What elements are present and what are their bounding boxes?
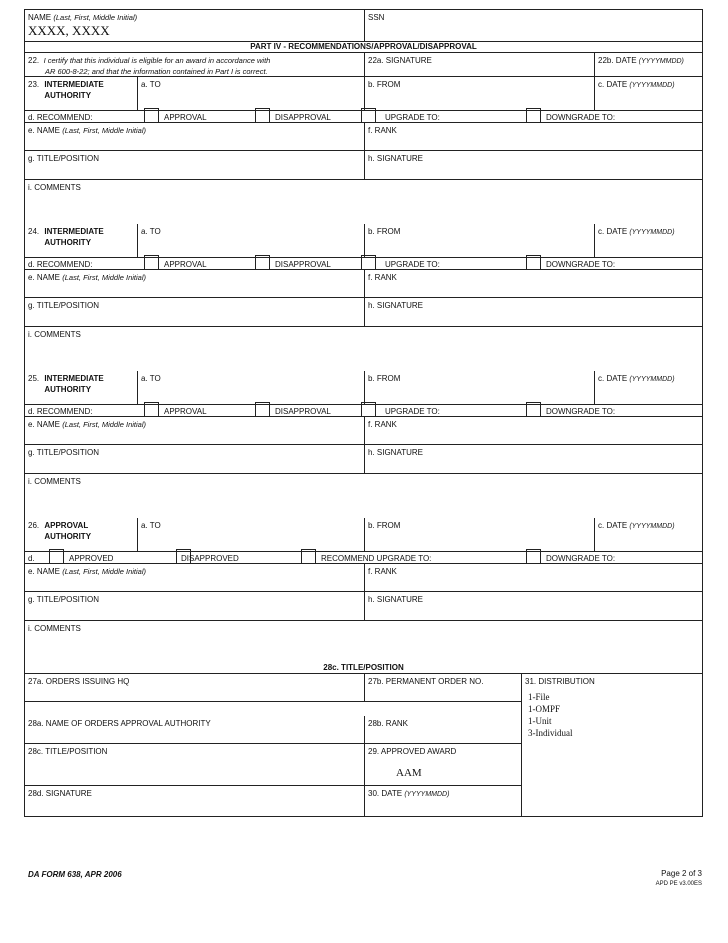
- checkbox-option-4[interactable]: [526, 255, 541, 270]
- name-ssn-row: [25, 10, 702, 42]
- authority-header-row: [25, 518, 702, 552]
- authority-title: 26. APPROVAL AUTHORITY: [28, 521, 92, 541]
- distribution-item: 1-Unit: [528, 716, 552, 726]
- checkbox-option-3[interactable]: [361, 402, 376, 417]
- signature-22a[interactable]: 22a. SIGNATURE: [364, 53, 594, 76]
- option-4-label: DOWNGRADE TO:: [546, 407, 616, 416]
- authority-block: [25, 371, 702, 518]
- comments-field[interactable]: i. COMMENTS: [28, 624, 81, 633]
- officer-name-field[interactable]: e. NAME (Last, First, Middle Initial): [28, 273, 147, 282]
- certify-statement: 22. I certify that this individual is eligible for an award in accordance with AR 600-8-22; and that the information contained in Part I is correct.: [28, 56, 271, 76]
- checkbox-option-4[interactable]: [526, 402, 541, 417]
- authority-header-row: [25, 371, 702, 405]
- option-2-label: DISAPPROVAL: [275, 260, 331, 269]
- rank-field[interactable]: f. RANK: [364, 564, 702, 591]
- comments-field[interactable]: i. COMMENTS: [28, 183, 81, 192]
- orders-signature-field[interactable]: 28d. SIGNATURE: [28, 789, 92, 798]
- title-position-field[interactable]: g. TITLE/POSITION: [28, 154, 99, 163]
- approved-award-field[interactable]: 29. APPROVED AWARD AAM: [364, 744, 521, 786]
- option-3-label: RECOMMEND UPGRADE TO:: [321, 554, 432, 563]
- option-4-label: DOWNGRADE TO:: [546, 113, 616, 122]
- checkbox-option-1[interactable]: [144, 108, 159, 123]
- form-version: APD PE v3.00ES: [655, 881, 702, 887]
- checkbox-option-1[interactable]: [144, 255, 159, 270]
- authority-block: [25, 224, 702, 371]
- checkbox-option-3[interactable]: [361, 108, 376, 123]
- authority-block: [25, 518, 702, 663]
- option-2-label: DISAPPROVAL: [275, 407, 331, 416]
- recommend-label: d. RECOMMEND:: [28, 113, 93, 122]
- distribution-item: 1-OMPF: [528, 704, 561, 714]
- checkbox-option-2[interactable]: [255, 402, 270, 417]
- checkbox-option-2[interactable]: [255, 108, 270, 123]
- page-number: Page 2 of 3: [661, 869, 702, 878]
- orders-data: [25, 674, 702, 816]
- authority-block: [25, 77, 702, 224]
- from-field[interactable]: b. FROM: [364, 371, 594, 404]
- officer-name-field[interactable]: e. NAME (Last, First, Middle Initial): [28, 567, 147, 576]
- checkbox-option-3[interactable]: [301, 549, 316, 564]
- part5-title: 28c. TITLE/POSITION: [25, 663, 702, 674]
- date-22b[interactable]: 22b. DATE (YYYYMMDD): [594, 53, 702, 76]
- signature-field[interactable]: h. SIGNATURE: [364, 151, 702, 179]
- form-id: DA FORM 638, APR 2006: [28, 870, 122, 879]
- distribution-item: 3-Individual: [528, 728, 573, 738]
- ssn-field[interactable]: SSN: [364, 10, 702, 41]
- comments-field[interactable]: i. COMMENTS: [28, 330, 81, 339]
- name-rank-row: [25, 564, 702, 592]
- option-1-label: APPROVAL: [164, 260, 207, 269]
- authority-title: 25. INTERMEDIATE AUTHORITY: [28, 374, 104, 394]
- option-1-label: APPROVED: [69, 554, 114, 563]
- to-field[interactable]: a. TO: [137, 224, 364, 257]
- orders-date-field[interactable]: 30. DATE (YYYYMMDD): [364, 786, 521, 816]
- date-field[interactable]: c. DATE (YYYYMMDD): [594, 518, 702, 551]
- checkbox-option-4[interactable]: [526, 549, 541, 564]
- to-field[interactable]: a. TO: [137, 77, 364, 110]
- title-signature-row: [25, 151, 702, 180]
- recommend-label: d. RECOMMEND:: [28, 407, 93, 416]
- award-form: [24, 9, 703, 817]
- checkbox-option-4[interactable]: [526, 108, 541, 123]
- checkbox-option-2[interactable]: [255, 255, 270, 270]
- title-position-field[interactable]: g. TITLE/POSITION: [28, 301, 99, 310]
- checkbox-option-1[interactable]: [144, 402, 159, 417]
- option-1-label: APPROVAL: [164, 113, 207, 122]
- option-3-label: UPGRADE TO:: [385, 113, 440, 122]
- distribution-list: [525, 691, 699, 739]
- from-field[interactable]: b. FROM: [364, 77, 594, 110]
- recommend-label: d. RECOMMEND:: [28, 260, 93, 269]
- authority-header-row: [25, 224, 702, 258]
- officer-name-field[interactable]: e. NAME (Last, First, Middle Initial): [28, 420, 147, 429]
- name-field[interactable]: NAME (Last, First, Middle Initial) XXXX, XXXX: [25, 10, 364, 41]
- recommend-row: [25, 405, 702, 417]
- date-field[interactable]: c. DATE (YYYYMMDD): [594, 371, 702, 404]
- option-3-label: UPGRADE TO:: [385, 407, 440, 416]
- signature-field[interactable]: h. SIGNATURE: [364, 298, 702, 326]
- rank-field[interactable]: f. RANK: [364, 417, 702, 444]
- title-signature-row: [25, 445, 702, 474]
- option-1-label: APPROVAL: [164, 407, 207, 416]
- orders-title-field[interactable]: 28c. TITLE/POSITION: [25, 744, 364, 786]
- name-rank-row: [25, 270, 702, 298]
- option-2-label: DISAPPROVAL: [275, 113, 331, 122]
- signature-field[interactable]: h. SIGNATURE: [364, 592, 702, 620]
- option-4-label: DOWNGRADE TO:: [546, 260, 616, 269]
- orders-rank-field[interactable]: 28b. RANK: [364, 716, 521, 744]
- from-field[interactable]: b. FROM: [364, 224, 594, 257]
- recommend-label: d.: [28, 554, 35, 563]
- signature-field[interactable]: h. SIGNATURE: [364, 445, 702, 473]
- authority-title: 23. INTERMEDIATE AUTHORITY: [28, 80, 104, 100]
- authority-title: 24. INTERMEDIATE AUTHORITY: [28, 227, 104, 247]
- recommend-row: [25, 111, 702, 123]
- date-field[interactable]: c. DATE (YYYYMMDD): [594, 224, 702, 257]
- to-field[interactable]: a. TO: [137, 371, 364, 404]
- name-rank-row: [25, 417, 702, 445]
- title-signature-row: [25, 298, 702, 327]
- authority-blocks: [25, 77, 702, 663]
- title-position-field[interactable]: g. TITLE/POSITION: [28, 595, 99, 604]
- recommend-row: [25, 552, 702, 564]
- date-field[interactable]: c. DATE (YYYYMMDD): [594, 77, 702, 110]
- option-4-label: DOWNGRADE TO:: [546, 554, 616, 563]
- distribution-item: 1-File: [528, 692, 550, 702]
- title-signature-row: [25, 592, 702, 621]
- from-field[interactable]: b. FROM: [364, 518, 594, 551]
- part4-title: PART IV - RECOMMENDATIONS/APPROVAL/DISAPPROVAL: [25, 42, 702, 53]
- distribution-field[interactable]: 31. DISTRIBUTION 1-File 1-OMPF 1-Unit 3-Individual: [521, 674, 702, 816]
- approved-award-value: AAM: [396, 767, 422, 779]
- to-field[interactable]: a. TO: [137, 518, 364, 551]
- title-position-field[interactable]: g. TITLE/POSITION: [28, 448, 99, 457]
- orders-hq-field[interactable]: 27a. ORDERS ISSUING HQ: [25, 674, 364, 702]
- authority-header-row: [25, 77, 702, 111]
- recommend-row: [25, 258, 702, 270]
- certify-row: [25, 53, 702, 77]
- name-rank-row: [25, 123, 702, 151]
- rank-field[interactable]: f. RANK: [364, 270, 702, 297]
- rank-field[interactable]: f. RANK: [364, 123, 702, 150]
- checkbox-option-1[interactable]: [49, 549, 64, 564]
- order-number-field[interactable]: 27b. PERMANENT ORDER NO.: [364, 674, 521, 702]
- checkbox-option-3[interactable]: [361, 255, 376, 270]
- name-value: XXXX, XXXX: [28, 23, 110, 38]
- officer-name-field[interactable]: e. NAME (Last, First, Middle Initial): [28, 126, 147, 135]
- option-2-label: DISAPPROVED: [181, 554, 239, 563]
- comments-field[interactable]: i. COMMENTS: [28, 477, 81, 486]
- approval-authority-name-field[interactable]: 28a. NAME OF ORDERS APPROVAL AUTHORITY: [25, 716, 364, 744]
- option-3-label: UPGRADE TO:: [385, 260, 440, 269]
